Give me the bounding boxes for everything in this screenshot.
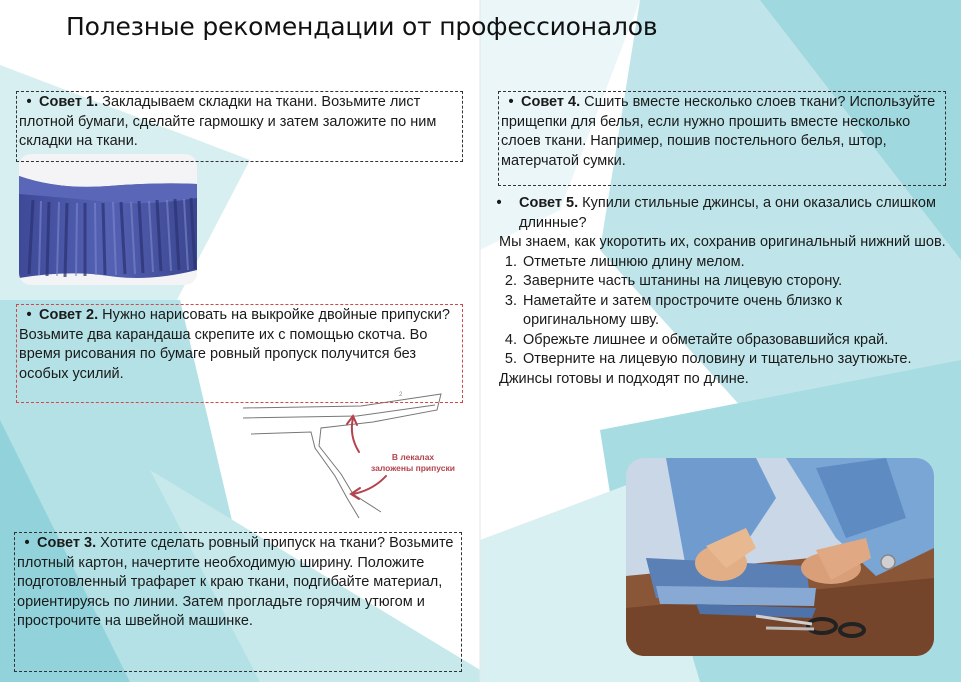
bullet: • bbox=[26, 307, 32, 323]
pleated-fabric-photo bbox=[19, 154, 197, 285]
tip-5-step: 2. Заверните часть штанины на лицевую сторону. bbox=[521, 272, 949, 292]
tip-5-step: 1. Отметьте лишнюю длину мелом. bbox=[521, 253, 949, 273]
tip-4-label: Совет 4. bbox=[521, 94, 581, 110]
pattern-allowance-sketch bbox=[241, 388, 464, 523]
tip-3-label: Совет 3. bbox=[37, 535, 97, 551]
tip-3-text: Хотите сделать ровный припуск на ткани? Возьмите плотный картон, начертите необходимую ширину. Положите подготовленный трафарет к краю ткани, подгибайте материал, ориентируясь по линии. Затем прогладьте горячим утюгом и прострочите на швейной машинке. bbox=[17, 535, 454, 629]
tip-5-text: Купили стильные джинсы, а они оказались слишком длинные? bbox=[519, 195, 936, 231]
pattern-annotation bbox=[369, 452, 457, 474]
bullet: • bbox=[26, 94, 32, 110]
jeans-hemming-image bbox=[626, 458, 934, 656]
tip-5 bbox=[496, 194, 949, 389]
tip-5-step: 4. Обрежьте лишнее и обметайте образовавшийся край. bbox=[521, 331, 949, 351]
bullet: • bbox=[496, 195, 502, 211]
tip-2-box bbox=[16, 304, 463, 403]
tip-5-intro: Мы знаем, как укоротить их, сохранив оригинальный нижний шов. bbox=[499, 234, 946, 250]
tip-2-label: Совет 2. bbox=[39, 307, 99, 323]
tip-4-text: Сшить вместе несколько слоев ткани? Используйте прищепки для белья, если нужно прошить вместе несколько слоев ткани. Например, пошив постельного белья, штор, матерчатой сумки. bbox=[501, 94, 936, 169]
tip-5-step: 5. Отверните на лицевую половину и тщательно заутюжьте. bbox=[521, 350, 949, 370]
jeans-hemming-photo bbox=[626, 458, 934, 656]
tip-2-text: Нужно нарисовать на выкройке двойные припуски? Возьмите два карандаша скрепите их с помощью скотча. Во время рисования по бумаге ровный пропуск получится без особых усилий. bbox=[19, 307, 450, 382]
pattern-annotation-line-2: заложены припуски bbox=[370, 463, 455, 473]
pattern-annotation-line-1: В лекалах bbox=[391, 452, 435, 462]
tip-3-box bbox=[14, 532, 462, 672]
tip-4-box bbox=[498, 91, 946, 186]
tip-1-box bbox=[16, 91, 463, 162]
page-title: Полезные рекомендации от профессионалов bbox=[66, 12, 658, 41]
bullet: • bbox=[24, 535, 30, 551]
tip-1-label: Совет 1. bbox=[39, 94, 99, 110]
pleated-fabric-image bbox=[19, 154, 197, 285]
svg-text:2: 2 bbox=[399, 392, 403, 398]
bullet: • bbox=[508, 94, 514, 110]
tip-5-step: 3. Наметайте и затем прострочите очень близко к оригинальному шву. bbox=[521, 292, 949, 331]
tip-5-outro: Джинсы готовы и подходят по длине. bbox=[499, 370, 749, 387]
tip-1-text: Закладываем складки на ткани. Возьмите лист плотной бумаги, сделайте гармошку и затем заложите по ним складки на ткани. bbox=[19, 94, 437, 149]
tip-5-steps bbox=[499, 253, 949, 370]
tip-5-label: Совет 5. bbox=[519, 195, 579, 211]
